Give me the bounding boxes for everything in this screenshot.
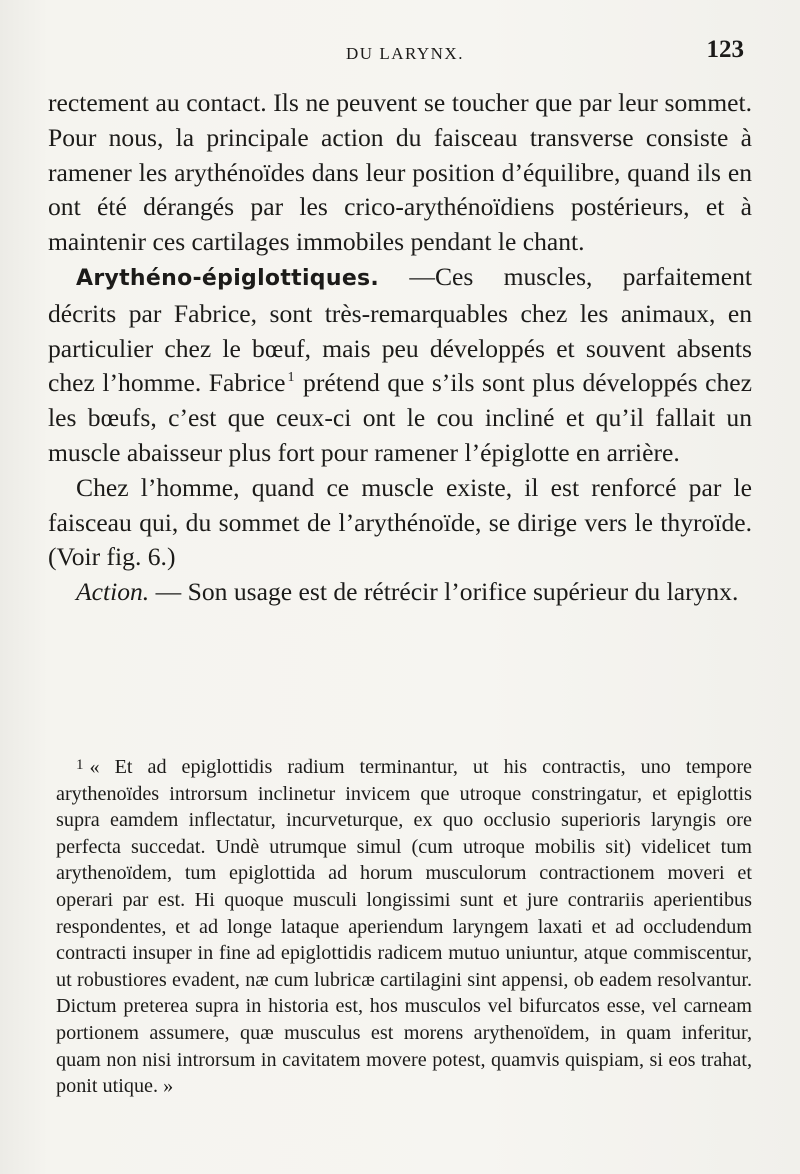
paragraph-text: prétend que s’ils sont plus développés chez les bœufs, c’est que ceux-ci ont le cou incliné et qu’il fallait un muscle abaisseur plus fort pour ramener l’épiglotte en arrière. [48, 368, 753, 467]
paragraph-text: —Ces muscles, parfaitement décrits par Fabrice, sont très-remarquables chez les animaux, en particulier chez le bœuf, mais peu développés et souvent absents chez l’homme. Fabrice [48, 261, 752, 398]
main-text [48, 86, 752, 610]
paragraph-continuation: rectement au contact. Ils ne peuvent se toucher que par leur sommet. Pour nous, la principale action du faisceau transverse consiste à ramener les arythénoïdes dans leur position d’équilibre, quand ils en ont été dérangés par les crico-arythénoïdiens postérieurs, et à maintenir ces cartilages immobiles pendant le chant. [48, 88, 752, 257]
page-header [0, 36, 800, 76]
action-label: Action. [76, 577, 150, 607]
footnote-marker: 1 [76, 757, 84, 773]
running-title: DU LARYNX. [346, 44, 464, 63]
section-heading: Arythéno-épiglottiques. [76, 265, 380, 291]
paragraph-aryteno-epiglottiques [48, 260, 752, 471]
paragraph-chez-lhomme: Chez l’homme, quand ce muscle existe, il est renforcé par le faisceau qui, du sommet de l’arythénoïde, se dirige vers le thyroïde. (Voir fig. 6.) [48, 472, 752, 572]
paragraph-action [48, 575, 752, 610]
footnote-body: « Et ad epiglottidis radium terminantur, ut his contractis, uno tempore arythenoïdes introrsum inclinetur invicem que utroque constringatur, et epiglottis supra eamdem inflectatur, incurveturque, ex quo occlusio superioris laryngis ore perfecta succedat. Undè utrumque simul (cum utroque mobilis sit) videlicet tum arythenoïdem, tum epiglottida ad horum musculorum contractionem moveri et operari par est. Hi quoque musculi longissimi sunt et jure contrariis aperientibus respondentes, et ad longe lataque aperiendum laryngem laxati et ad occludendum contracti insuper in fine ad epiglottidis radicem mutuo uniuntur, atque commiscentur, ut robustiores evadent, næ cum lubricæ cartilagini sint appensi, ob eadem resolvantur. Dictum preterea supra in historia est, hos musculos vel bifurcatos esse, vel carneam portionem assumere, quæ musculus est morens arythenoïdem, in quam inferitur, quam non nisi introrsum in cavitatem movere potest, quamvis quispiam, si eos trahat, ponit utique. » [56, 756, 752, 1098]
footnote-text [56, 752, 752, 1100]
footnote [56, 752, 752, 1100]
paragraph-text: — Son usage est de rétrécir l’orifice supérieur du larynx. [149, 577, 739, 607]
page-number: 123 [706, 36, 744, 63]
footnote-reference: 1 [287, 370, 295, 386]
